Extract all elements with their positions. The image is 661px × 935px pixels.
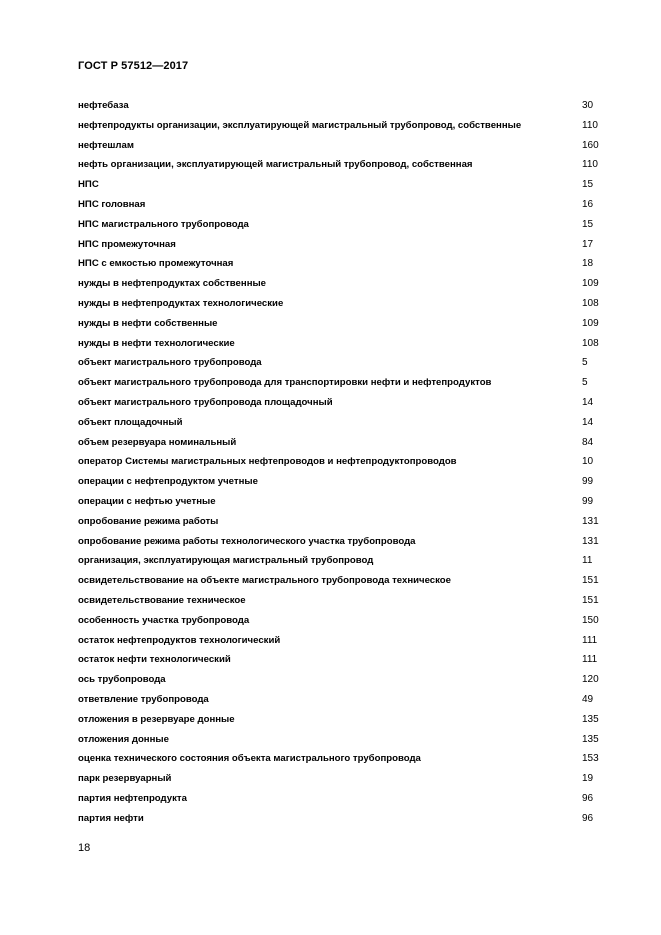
index-entry [78, 769, 618, 789]
index-entry [78, 96, 618, 116]
index-page-ref: 108 [582, 337, 599, 349]
index-term: операции с нефтепродуктом учетные [78, 476, 258, 488]
index-entry [78, 254, 618, 274]
index-term: объект площадочный [78, 416, 183, 428]
index-page-ref: 109 [582, 317, 599, 329]
index-entry [78, 116, 618, 136]
index-entry [78, 690, 618, 710]
index-term: нефтепродукты организации, эксплуатирующей магистральный трубопровод, собственные [78, 119, 522, 131]
index-page-ref: 49 [582, 693, 594, 705]
index-page-ref: 19 [582, 773, 594, 785]
index-page-ref: 111 [582, 634, 598, 646]
index-entry [78, 452, 618, 472]
index-entry [78, 611, 618, 631]
index-entry [78, 789, 618, 809]
index-entry [78, 235, 618, 255]
index-page-ref: 151 [582, 575, 599, 587]
index-page-ref: 151 [582, 594, 599, 606]
index-page-ref: 17 [582, 238, 594, 250]
index-entry [78, 492, 618, 512]
index-page-ref: 131 [582, 515, 599, 527]
index-entry [78, 631, 618, 651]
index-term: объем резервуара номинальный [78, 436, 237, 448]
index-term: нужды в нефтепродуктах технологические [78, 297, 284, 309]
index-entry [78, 314, 618, 334]
index-page-ref: 135 [582, 713, 599, 725]
index-entry [78, 512, 618, 532]
index-term: освидетельствование на объекте магистрального трубопровода техническое [78, 575, 451, 587]
index-entry [78, 710, 618, 730]
index-entry [78, 532, 618, 552]
index-entry [78, 215, 618, 235]
index-page-ref: 120 [582, 674, 599, 686]
index-term: остаток нефти технологический [78, 654, 231, 666]
index-entry [78, 670, 618, 690]
index-term: НПС головная [78, 198, 146, 210]
index-entry [78, 809, 618, 829]
index-term: НПС промежуточная [78, 238, 176, 250]
index-term: нужды в нефти технологические [78, 337, 235, 349]
index-entry [78, 175, 618, 195]
index-page-ref: 135 [582, 733, 599, 745]
index-term: нефтебаза [78, 100, 129, 111]
index-term: остаток нефтепродуктов технологический [78, 634, 281, 646]
index-term: оператор Системы магистральных нефтепроводов и нефтепродуктопроводов [78, 456, 457, 468]
index-page-ref: 150 [582, 614, 599, 626]
index-term: НПС [78, 179, 99, 191]
index-term: НПС с емкостью промежуточная [78, 258, 234, 270]
index-entry [78, 413, 618, 433]
index-page-ref: 96 [582, 812, 594, 824]
index-term: операции с нефтью учетные [78, 495, 216, 507]
index-entry [78, 136, 618, 156]
index-page-ref: 84 [582, 436, 594, 448]
index-entry [78, 393, 618, 413]
index-entry [78, 294, 618, 314]
index-page-ref: 11 [582, 555, 593, 567]
index-page-ref: 15 [582, 218, 594, 230]
index-page-ref: 96 [582, 792, 594, 804]
index-term: организация, эксплуатирующая магистральный трубопровод [78, 555, 374, 567]
index-term: опробование режима работы технологического участка трубопровода [78, 535, 416, 547]
index-page-ref: 160 [582, 139, 599, 151]
index-page-ref: 99 [582, 476, 594, 488]
index-page-ref: 111 [582, 654, 598, 666]
alphabetical-index-list [78, 96, 618, 828]
index-term: объект магистрального трубопровода для транспортировки нефти и нефтепродуктов [78, 377, 492, 389]
index-entry [78, 472, 618, 492]
index-entry [78, 591, 618, 611]
index-term: партия нефти [78, 812, 144, 824]
index-term: партия нефтепродукта [78, 792, 187, 804]
index-entry [78, 650, 618, 670]
index-term: оценка технического состояния объекта магистрального трубопровода [78, 753, 421, 765]
index-term: нужды в нефтепродуктах собственные [78, 278, 267, 290]
index-term: отложения в резервуаре донные [78, 713, 235, 725]
index-entry [78, 274, 618, 294]
page-number: 18 [78, 842, 91, 854]
index-page-ref: 30 [582, 100, 594, 111]
index-entry [78, 373, 618, 393]
index-term: нефтешлам [78, 139, 134, 151]
index-entry [78, 730, 618, 750]
index-entry [78, 334, 618, 354]
index-page-ref: 110 [582, 159, 598, 171]
index-term: НПС магистрального трубопровода [78, 218, 249, 230]
index-page-ref: 14 [582, 416, 594, 428]
index-page-ref: 14 [582, 396, 594, 408]
index-entry [78, 749, 618, 769]
index-term: объект магистрального трубопровода [78, 357, 262, 369]
index-entry [78, 551, 618, 571]
index-term: объект магистрального трубопровода площадочный [78, 396, 333, 408]
index-page-ref: 110 [582, 119, 598, 131]
index-term: отложения донные [78, 733, 169, 745]
index-term: ответвление трубопровода [78, 693, 209, 705]
index-term: особенность участка трубопровода [78, 614, 250, 626]
index-entry [78, 433, 618, 453]
index-page-ref: 16 [582, 198, 594, 210]
index-entry [78, 571, 618, 591]
index-page-ref: 153 [582, 753, 599, 765]
index-entry [78, 353, 618, 373]
index-page-ref: 5 [582, 357, 588, 369]
index-page-ref: 108 [582, 297, 599, 309]
index-entry [78, 195, 618, 215]
document-header: ГОСТ Р 57512—2017 [78, 60, 189, 72]
index-entry [78, 155, 618, 175]
index-term: нефть организации, эксплуатирующей магистральный трубопровод, собственная [78, 159, 473, 171]
index-term: опробование режима работы [78, 515, 219, 527]
index-page-ref: 15 [582, 179, 594, 191]
index-term: нужды в нефти собственные [78, 317, 218, 329]
index-page-ref: 99 [582, 495, 594, 507]
index-page-ref: 5 [582, 377, 588, 389]
index-page-ref: 109 [582, 278, 599, 290]
index-page-ref: 10 [582, 456, 594, 468]
index-page-ref: 131 [582, 535, 599, 547]
index-term: парк резервуарный [78, 773, 172, 785]
index-term: освидетельствование техническое [78, 594, 246, 606]
index-page-ref: 18 [582, 258, 594, 270]
index-term: ось трубопровода [78, 674, 166, 686]
